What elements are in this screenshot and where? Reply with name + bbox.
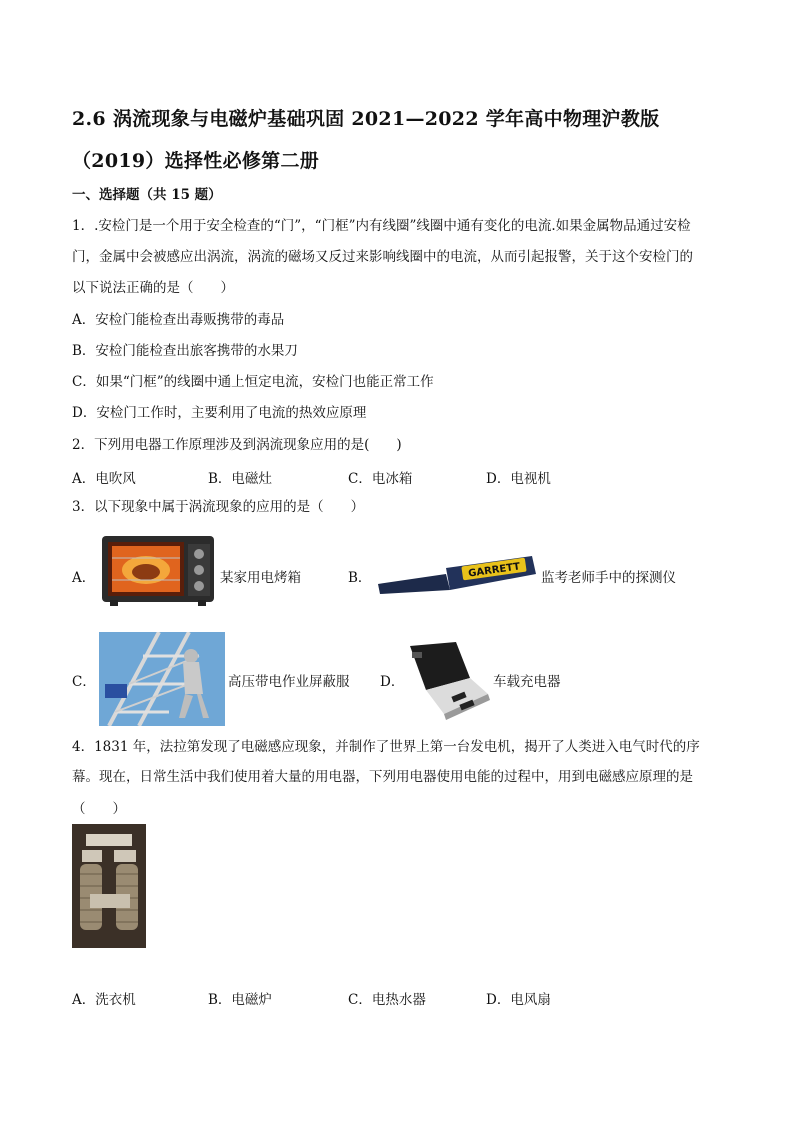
q2-option-b: B．电磁灶: [208, 471, 272, 487]
q2-stem: 2．下列用电器工作原理涉及到涡流现象应用的是( ): [72, 437, 402, 453]
q4-stem-line-1: 4．1831 年，法拉第发现了电磁感应现象，并制作了世界上第一台发电机，揭开了人类进入电气时代的序: [72, 739, 700, 755]
q3-option-c-letter: C．: [72, 674, 96, 690]
q1-option-d: D．安检门工作时，主要利用了电流的热效应原理: [72, 405, 367, 421]
metal-detector-wand-image: [376, 552, 538, 596]
document-title-line-1: 2.6 涡流现象与电磁炉基础巩固 2021—2022 学年高中物理沪教版: [72, 108, 660, 130]
q4-stem-line-2: 幕。现在，日常生活中我们使用着大量的用电器，下列用电器使用电能的过程中，用到电磁感应原理的是: [72, 769, 693, 785]
car-charger-image: [404, 638, 494, 720]
electric-oven-image: [100, 534, 216, 608]
shielding-suit-worker-image: [99, 632, 225, 726]
q2-option-a: A．电吹风: [72, 471, 136, 487]
q3-option-d-text: 车载充电器: [493, 674, 561, 690]
q1-stem-line-3: 以下说法正确的是（ ）: [72, 280, 234, 296]
faraday-induction-coil-image: [72, 824, 146, 948]
q1-option-c: C．如果“门框”的线圈中通上恒定电流，安检门也能正常工作: [72, 374, 434, 390]
q4-option-d: D．电风扇: [486, 992, 551, 1008]
q3-option-d-letter: D．: [380, 674, 405, 690]
q1-stem-line-1: 1．.安检门是一个用于安全检查的“门”，“门框”内有线圈”线圈中通有变化的电流.如果金属物品通过安检: [72, 218, 691, 234]
q3-option-a-letter: A．: [72, 570, 96, 586]
q3-stem: 3．以下现象中属于涡流现象的应用的是（ ）: [72, 499, 365, 515]
q4-option-b: B．电磁炉: [208, 992, 272, 1008]
q4-option-a: A．洗衣机: [72, 992, 136, 1008]
q1-option-b: B．安检门能检查出旅客携带的水果刀: [72, 343, 298, 359]
q2-option-c: C．电冰箱: [348, 471, 413, 487]
q3-option-c-text: 高压带电作业屏蔽服: [228, 674, 350, 690]
q1-stem-line-2: 门，金属中会被感应出涡流，涡流的磁场又反过来影响线圈中的电流，从而引起报警，关于这个安检门的: [72, 249, 693, 265]
document-title-line-2: （2019）选择性必修第二册: [72, 150, 320, 172]
q3-option-b-text: 监考老师手中的探测仪: [541, 570, 676, 586]
q4-stem-line-3: （ ）: [72, 801, 126, 817]
q4-option-c: C．电热水器: [348, 992, 426, 1008]
section-heading: 一、选择题（共 15 题）: [72, 187, 222, 203]
q3-option-b-letter: B．: [348, 570, 372, 586]
q2-option-d: D．电视机: [486, 471, 551, 487]
q1-option-a: A．安检门能检查出毒贩携带的毒品: [72, 312, 285, 328]
q3-option-a-text: 某家用电烤箱: [220, 570, 301, 586]
garrett-logo-text: GARRETT: [467, 561, 521, 580]
